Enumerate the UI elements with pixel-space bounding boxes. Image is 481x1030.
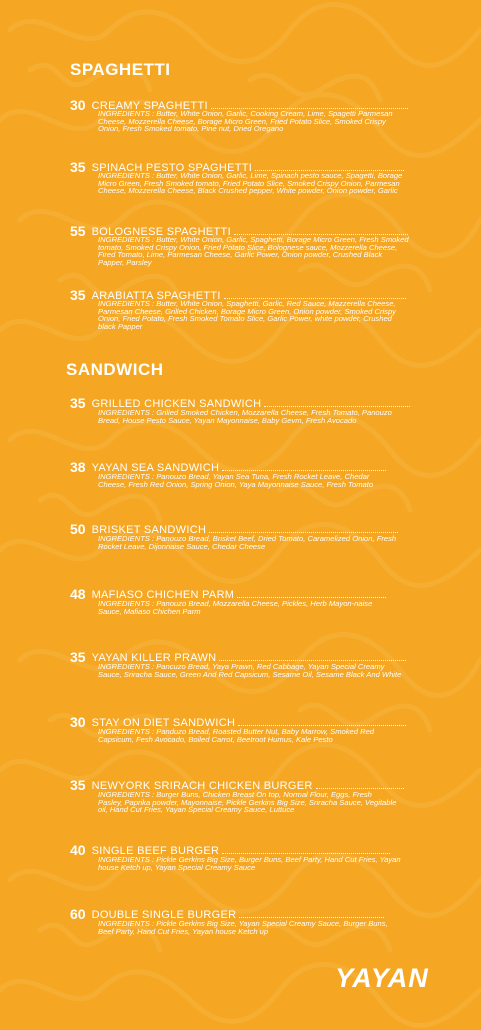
item-price: 30 (70, 97, 86, 113)
item-price: 40 (70, 842, 86, 858)
item-price: 55 (70, 223, 86, 239)
item-price: 38 (70, 459, 86, 475)
dotted-leader (316, 787, 404, 789)
item-name: SINGLE BEEF BURGER (91, 845, 220, 857)
item-ingredients: INGREDIENTS : Butter, White Onion, Spaghetti, Garlic, Red Sauce, Mazzerella Cheese, Parmesan Cheese, Grilled Chicken, Borage Micro Green, Onion powder, Smoked Crispy Onion, Fried Potato, Fresh Smoked Tomato Slice, Garlic Power, white powder, Crushed black Papper (98, 299, 396, 331)
item-ingredients: INGREDIENTS : Butter, White Onion, Garlic, Cooking Cream, Lime, Spagetti Parmesan Cheese, Mozzerella Cheese, Borage Micro Green, Fried Potato Slice, Smoked Crispy Onion, Fresh Smoked tomato, Pine nut, Dried Oregano (98, 109, 393, 134)
item-name: STAY ON DIET SANDWICH (91, 717, 236, 729)
item-price: 50 (70, 521, 86, 537)
item-name: YAYAN SEA SANDWICH (91, 462, 220, 474)
item-price: 48 (70, 586, 86, 602)
item-ingredients: INGREDIENTS : Pickle Gerkins Big Size, Yayan Special Creamy Sauce, Burger Buns, Beef Party, Hand Cut Fries, Yayan house Ketch up (98, 919, 388, 936)
yayan-logo (322, 962, 442, 992)
dotted-leader (222, 469, 386, 471)
dotted-leader (238, 724, 406, 726)
item-price: 35 (70, 395, 86, 411)
item-ingredients: INGREDIENTS : Burger Buns, Chicken Breast On top, Normal Flour, Eggs, Fresh Pasley, Paprika powder, Mayonnaise, Pickle Gerkins Big Size, Sriracha Sauce, Vegitable oil, Hand Cut Fries, Yayan Special Creamy Sauce, Luttuce (98, 790, 397, 815)
item-name: SPINACH PESTO SPAGHETTI (91, 162, 253, 174)
dotted-leader (219, 659, 406, 661)
item-ingredients: INGREDIENTS : Butter, White Onion, Garlic, Lime, Spinach pesto sauce, Spagetti, Borage Micro Green, Fresh Smoked tomato, Fried Potato Slice, Smoked Crispy Onion, Parmesan Cheese, Mozzerella Cheese, Black Crushed pepper, White powder, Onion powder, Garlic (98, 171, 403, 196)
item-name: CREAMY SPAGHETTI (91, 100, 208, 112)
item-name: ARABIATTA SPAGHETTI (91, 290, 221, 302)
item-price: 60 (70, 906, 86, 922)
item-ingredients: INGREDIENTS : Butter, White Onion, Garlic, Spaghetti, Borage Micro Green, Fresh Smoked tomato, Smoked Crispy Onion, Fried Potato Slice, Bolognese sauce, Mozzerella Cheese, Fired Tomato, Lime, Parmesan Cheese, Garlic Power, Onion powder, Crushed Black Papper, Parsley (98, 235, 409, 267)
item-price: 35 (70, 287, 86, 303)
item-name: GRILLED CHICKEN SANDWICH (91, 398, 262, 410)
item-name: MAFIASO CHICHEN PARM (91, 589, 235, 601)
logo-text: YAYAN (335, 963, 429, 992)
dotted-leader (209, 531, 398, 533)
section-title-sandwich: SANDWICH (66, 360, 164, 379)
dotted-leader (237, 596, 386, 598)
item-price: 35 (70, 159, 86, 175)
item-name: BOLOGNESE SPAGHETTI (91, 226, 231, 238)
dotted-leader (264, 405, 410, 407)
item-name: BRISKET SANDWICH (91, 524, 207, 536)
dotted-leader (239, 916, 384, 918)
item-ingredients: INGREDIENTS : Pickle Gerkins Big Size, Burger Buns, Beef Party, Hand Cut Fries, Yayan house Ketch up, Yayan Special Creamy Sauce (98, 855, 401, 872)
item-price: 30 (70, 714, 86, 730)
item-ingredients: INGREDIENTS : Panouzo Bread, Brisket Beef, Dried Tomato, Caramelized Onion, Fresh Rocket Leave, Dijonnaise Sauce, Chedar Cheese (98, 534, 397, 551)
item-name: DOUBLE SINGLE BURGER (91, 909, 237, 921)
item-price: 35 (70, 649, 86, 665)
item-name: YAYAN KILLER PRAWN (91, 652, 217, 664)
item-ingredients: INGREDIENTS : Grilled Smoked Chicken, Mozzarella Cheese, Fresh Tomato, Panouzo Bread, House Pesto Sauce, Yayan Mayonnaise, Baby Gevm, Fresh Avocado (98, 408, 392, 425)
item-ingredients: INGREDIENTS : Panouzo Bread, Yayan Sea Tuna, Fresh Rocket Leave, Chedar Cheese, Fresh Red Onion, Spring Onion, Yaya Mayonnaise Sauce, Fresh Tomato (98, 472, 374, 489)
item-ingredients: INGREDIENTS : Panouzo Bread, Mozzarella Cheese, Pickles, Herb Mayon-naise Sauce, Mafiaso Chichen Parm (98, 599, 373, 616)
section-title-spaghetti: SPAGHETTI (70, 60, 171, 79)
item-name: NEWYORK SRIRACH CHICKEN BURGER (91, 780, 313, 792)
dotted-leader (222, 852, 390, 854)
item-ingredients: INGREDIENTS : Panduzo Bread, Roasted Butter Nut, Baby Marrow, Smoked Red Capsicum, Fesh Avocado, Boiled Carrot, Beetroot Humus, Kale Pesto (98, 727, 375, 744)
item-price: 35 (70, 777, 86, 793)
item-ingredients: INGREDIENTS : Pancuzo Bread, Yaya Prawn, Red Cabbage, Yayan Special Creamy Sauce, Sriracha Sauce, Green And Red Capsicum, Sesame Oil, Sesame Black And White (98, 662, 402, 679)
